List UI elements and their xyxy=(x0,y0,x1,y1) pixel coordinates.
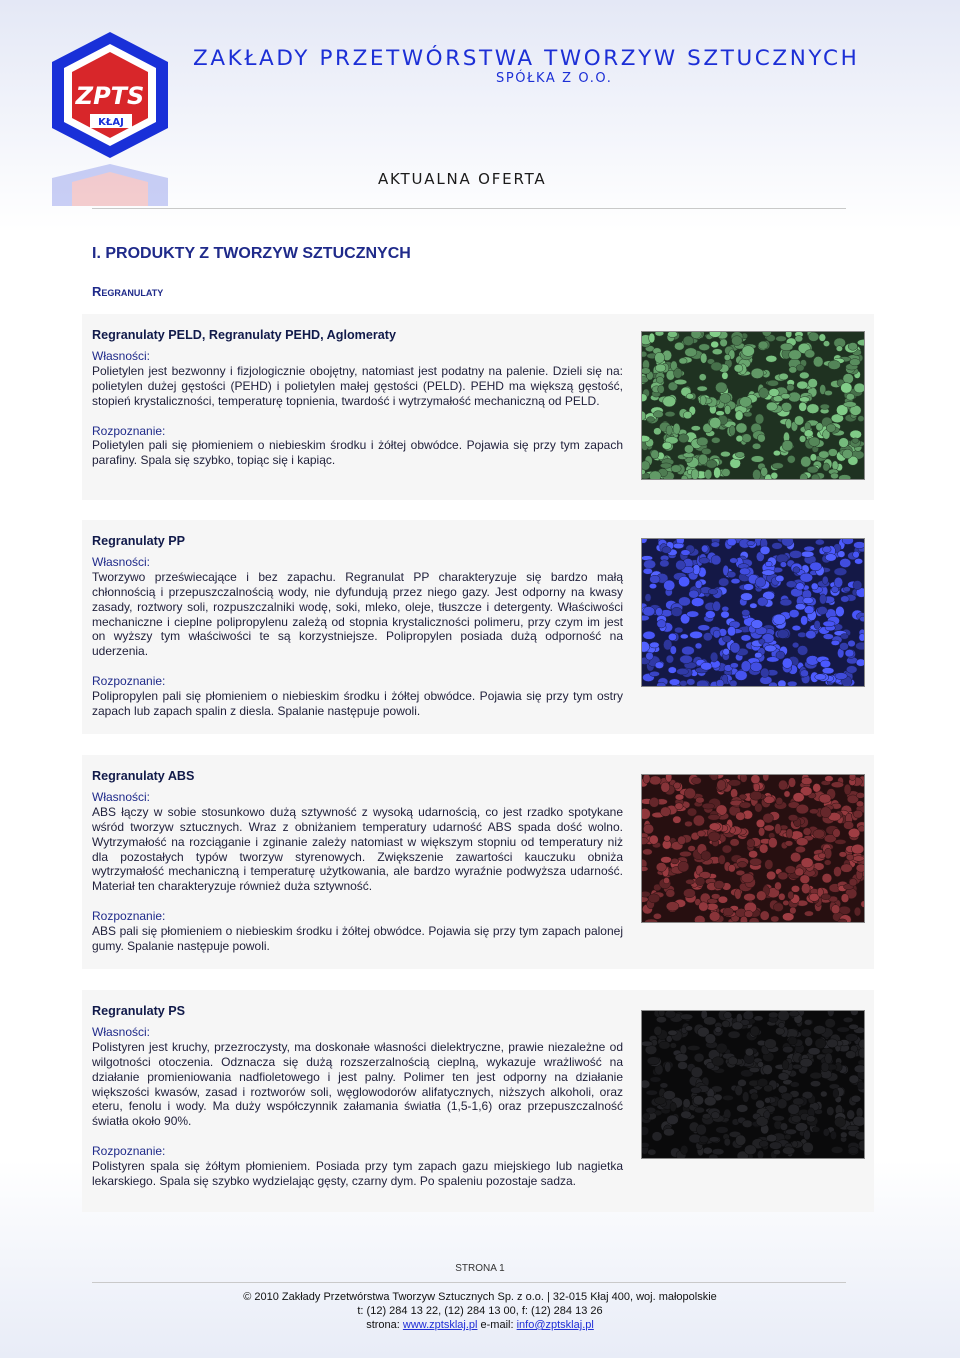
offer-title: AKTUALNA OFERTA xyxy=(378,170,547,188)
properties-text: ABS łączy w sobie stosunkowo dużą sztywność z wysoką udarnością, co jest rzadko spotykane wśród tworzyw sztucznych. Wraz z obniżaniem temperatury udarność ABS spada dość wolno. Wytrzymałość na rozciąganie i zginanie zależy natomiast w większym stopniu od temperatury niż dla pozostałych typów tworzyw styrenowych. Zwiększenie zawartości kauczuku obniża wytrzymałość mechaniczną i temperaturę użytkowania, ale bardzo wyraźnie podwyższa udarność. Materiał ten charakteryzuje również duża sztywność. xyxy=(92,804,623,894)
product-title: Regranulaty PS xyxy=(92,1004,186,1018)
recognition-text: ABS pali się płomieniem o niebieskim środku i żółtej obwódce. Pojawia się przy tym zapach palonej gumy. Spalanie następuje powoli. xyxy=(92,924,623,954)
properties-label: Własności: xyxy=(92,348,151,363)
section-title: I. PRODUKTY Z TWORZYW SZTUCZNYCH xyxy=(92,245,411,262)
footer-phones: t: (12) 284 13 22, (12) 284 13 00, f: (12) 284 13 26 xyxy=(357,1305,603,1317)
properties-text: Tworzywo przeświecające i bez zapachu. Regranulat PP charakteryzuje się bardzo małą chłonnością i przepuszczalnością wody, nie dyfundują przez niego gazy. Jest odporny na kwasy zasady, roztwory soli, rozpuszczalniki wodę, soki, mleko, oleje, tłuszcze i detergenty. Właściwości mechaniczne i cieplne polipropylenu zależą od stopnia krystaliczności polimeru, przy czym im jest on wyższy tym właściwości te są korzystniejsze. Polipropylen posiada dużą odporność na uderzenia. xyxy=(92,569,623,659)
recognition-label: Rozpoznanie: xyxy=(92,423,166,438)
product-card-pe xyxy=(82,314,874,500)
black-granules-photo xyxy=(641,1010,865,1159)
company-subtitle: SPÓŁKA Z O.O. xyxy=(496,71,613,86)
recognition-text: Polipropylen pali się płomieniem o niebieskim środku i żółtej obwódce. Pojawia się przy tym ostry zapach lub zapach spalin z diesla. Spalanie następuje powoli. xyxy=(92,689,623,719)
company-name: ZAKŁADY PRZETWÓRSTWA TWORZYW SZTUCZNYCH xyxy=(193,46,860,71)
recognition-label: Rozpoznanie: xyxy=(92,674,166,689)
product-card-abs xyxy=(82,755,874,969)
svg-text:ZPTS: ZPTS xyxy=(75,82,145,110)
product-title: Regranulaty ABS xyxy=(92,769,195,783)
footer-contact xyxy=(0,1319,960,1331)
red-granules-photo xyxy=(641,774,865,923)
subsection-title: Regranulaty xyxy=(92,284,164,299)
recognition-label: Rozpoznanie: xyxy=(92,1144,166,1159)
email-label: e-mail: xyxy=(480,1319,514,1331)
footer-copyright: © 2010 Zakłady Przetwórstwa Tworzyw Sztucznych Sp. z o.o. | 32-015 Kłaj 400, woj. małopolskie xyxy=(243,1291,717,1303)
page-number: STRONA 1 xyxy=(455,1263,505,1274)
properties-text: Polietylen jest bezwonny i fizjologicznie obojętny, natomiast jest podatny na palenie. Dzieli się na: polietylen dużej gęstości (PEHD) i polietylen małej gęstości (PELD). PEHD ma większą gęstość, stopień krystaliczności, temperaturę topnienia, twardość i wytrzymałość mechaniczną od PELD. xyxy=(92,363,623,408)
svg-text:KŁAJ: KŁAJ xyxy=(98,117,124,128)
recognition-text: Polietylen pali się płomieniem o niebieskim środku i żółtej obwódce. Pojawia się przy tym zapach parafiny. Spala się szybko, topiąc się i kapiąc. xyxy=(92,438,623,468)
header-divider xyxy=(92,208,846,209)
properties-text: Polistyren jest kruchy, przezroczysty, ma doskonałe własności dielektryczne, prawie niezależne od wilgotności otoczenia. Odznacza się dużą rozszerzalnością cieplną, wykazuje wrażliwość na działanie promieniowania nadfioletowego i jest palny. Polimer ten jest odporny na działanie większości kwasów, zasad i roztworów soli, węglowodorów alifatycznych, niższych alkoholi, oraz eteru, fenolu i wody. Ma duży współczynnik załamania światła (1,5-1,6) oraz przepuszczalność światła około 90%. xyxy=(92,1039,623,1129)
product-card-ps xyxy=(82,990,874,1212)
recognition-label: Rozpoznanie: xyxy=(92,909,166,924)
properties-label: Własności: xyxy=(92,1024,151,1039)
product-card-pp xyxy=(82,520,874,734)
website-link[interactable]: www.zptsklaj.pl xyxy=(402,1319,478,1331)
website-label: strona: xyxy=(366,1319,400,1331)
properties-label: Własności: xyxy=(92,789,151,804)
product-title: Regranulaty PP xyxy=(92,534,186,548)
properties-label: Własności: xyxy=(92,554,151,569)
footer-divider xyxy=(92,1282,846,1283)
product-title: Regranulaty PELD, Regranulaty PEHD, Aglomeraty xyxy=(92,328,396,342)
green-granules-photo xyxy=(641,331,865,480)
recognition-text: Polistyren spala się żółtym płomieniem. Posiada przy tym zapach gazu miejskiego lub nagietka lekarskiego. Spala się szybko wydzielając gęsty, czarny dym. Po spaleniu pozostaje sadza. xyxy=(92,1159,623,1189)
zpts-logo xyxy=(44,28,176,206)
blue-granules-photo xyxy=(641,538,865,687)
email-link[interactable]: info@zptsklaj.pl xyxy=(516,1319,594,1331)
